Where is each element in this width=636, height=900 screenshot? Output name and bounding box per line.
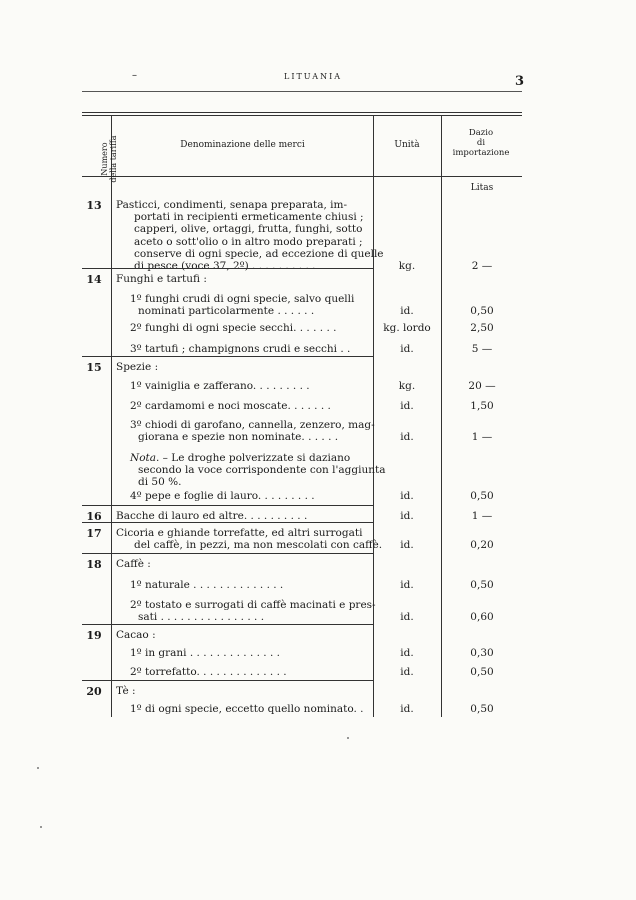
row-number-separator: [82, 680, 111, 681]
page-number: 3: [514, 74, 524, 89]
item-description-line: 2º torrefatto. . . . . . . . . . . . . .: [130, 666, 287, 678]
column-divider-1: [111, 115, 112, 717]
item-duty: 2 —: [471, 260, 493, 272]
row-separator: [111, 356, 373, 357]
tariff-number: 17: [86, 527, 102, 540]
currency-label: Litas: [470, 183, 494, 193]
item-description-line: 1º di ogni specie, eccetto quello nominato. .: [130, 703, 364, 715]
print-speck: [37, 767, 39, 769]
item-description-line: giorana e spezie non nominate. . . . . .: [138, 431, 339, 444]
tariff-number: 19: [86, 629, 102, 642]
item-description-line: 1º vainiglia e zafferano. . . . . . . . .: [130, 380, 310, 392]
item-description-line: 2º tostato e surrogati di caffè macinati e pres-: [130, 599, 376, 611]
item-description-line: 2º cardamomi e noci moscate. . . . . . .: [130, 400, 331, 412]
item-duty: 0,30: [470, 647, 494, 659]
item-description-line: 2º funghi di ogni specie secchi. . . . . . .: [130, 322, 337, 334]
item-description-line: Spezie :: [116, 361, 159, 373]
tariff-number: 15: [86, 361, 102, 374]
item-description-line: Cicoria e ghiande torrefatte, ed altri surrogati: [116, 527, 363, 539]
item-duty: 0,50: [470, 579, 494, 591]
row-number-separator: [82, 356, 111, 357]
item-description-line: 1º funghi crudi di ogni specie, salvo quelli: [130, 293, 355, 305]
item-description-line: di 50 %.: [138, 476, 182, 489]
item-unit: id.: [400, 666, 414, 678]
row-number-separator: [82, 505, 111, 506]
column-divider-3: [441, 115, 442, 717]
item-duty: 0,50: [470, 666, 494, 678]
item-unit: id.: [400, 539, 414, 552]
item-duty: 0,50: [470, 490, 494, 502]
table-header-bottom-rule: [82, 176, 522, 177]
item-unit: id.: [400, 579, 414, 591]
row-number-separator: [82, 553, 111, 554]
table-top-rule-2: [82, 115, 522, 116]
item-description-line: Bacche di lauro ed altre. . . . . . . . . .: [116, 510, 308, 522]
page-header-title: LITUANIA: [284, 72, 343, 81]
item-description-line: sati . . . . . . . . . . . . . . . .: [138, 611, 265, 624]
tariff-number: 20: [86, 685, 102, 698]
row-separator: [111, 268, 373, 269]
item-description-line: capperi, olive, ortaggi, frutta, funghi, sotto: [134, 223, 363, 236]
row-separator: [111, 505, 373, 506]
row-separator: [111, 680, 373, 681]
item-unit: id.: [400, 490, 414, 502]
item-unit: kg.: [398, 260, 416, 272]
column-header-denomination: Denominazione delle merci: [180, 140, 305, 150]
column-divider-2: [373, 115, 374, 717]
row-number-separator: [82, 268, 111, 269]
print-speck: [40, 826, 42, 828]
tariff-number: 14: [86, 273, 102, 286]
item-description-line: nominati particolarmente . . . . . .: [138, 305, 315, 318]
item-description-line: di pesce (voce 37, 2º) . . . . . . . . . .: [134, 260, 316, 272]
item-description-line: aceto o sott'olio o in altro modo preparati ;: [134, 235, 363, 248]
row-separator: [111, 522, 373, 523]
item-description-line: 3º chiodi di garofano, cannella, zenzero, mag-: [130, 419, 375, 431]
tariff-number: 18: [86, 558, 102, 571]
row-separator: [111, 553, 373, 554]
item-description-line: 4º pepe e foglie di lauro. . . . . . . . .: [130, 490, 315, 502]
item-description-line: Nota. – Le droghe polverizzate si daziano: [130, 452, 351, 464]
item-description-line: Funghi e tartufi :: [116, 273, 207, 285]
header-dash: –: [132, 70, 139, 81]
item-unit: id.: [400, 611, 414, 624]
row-separator: [111, 624, 373, 625]
item-duty: 1,50: [470, 400, 494, 412]
item-description-line: del caffè, in pezzi, ma non mescolati con caffè.: [134, 539, 383, 552]
tariff-number: 13: [86, 199, 102, 212]
row-number-separator: [82, 624, 111, 625]
item-duty: 1 —: [471, 510, 493, 522]
item-duty: 1 —: [471, 431, 493, 444]
item-duty: 20 —: [468, 380, 496, 392]
item-duty: 0,50: [470, 703, 494, 715]
item-duty: 0,50: [470, 305, 494, 318]
tariff-number: 16: [86, 510, 102, 523]
header-rule: [82, 91, 522, 92]
item-unit: id.: [400, 400, 414, 412]
item-duty: 0,20: [470, 539, 494, 552]
item-description-line: 3º tartufi ; champignons crudi e secchi . .: [130, 343, 351, 355]
item-unit: id.: [400, 647, 414, 659]
item-unit: id.: [400, 703, 414, 715]
item-unit: kg.: [398, 380, 416, 392]
item-description-line: Cacao :: [116, 629, 156, 641]
item-unit: kg. lordo: [383, 322, 431, 334]
item-unit: id.: [400, 343, 414, 355]
column-header-duty: Dazio di importazione: [452, 128, 510, 158]
item-duty: 2,50: [470, 322, 494, 334]
item-description-line: portati in recipienti ermeticamente chiusi ;: [134, 211, 364, 224]
item-description-line: 1º in grani . . . . . . . . . . . . . .: [130, 647, 280, 659]
column-header-number: Numero della tariffa: [100, 135, 118, 183]
item-description-line: Tè :: [116, 685, 136, 697]
item-unit: id.: [400, 431, 414, 444]
item-description-line: Pasticci, condimenti, senapa preparata, im-: [116, 199, 348, 211]
item-description-line: secondo la voce corrispondente con l'aggiunta: [138, 464, 386, 477]
item-duty: 5 —: [471, 343, 493, 355]
row-number-separator: [82, 522, 111, 523]
note-label: Nota.: [130, 452, 163, 464]
item-description-line: conserve di ogni specie, ad eccezione di quelle: [134, 247, 384, 260]
table-top-rule-1: [82, 112, 522, 113]
item-unit: id.: [400, 510, 414, 522]
item-description-line: Caffè :: [116, 558, 151, 570]
print-speck: [347, 737, 349, 739]
item-duty: 0,60: [470, 611, 494, 624]
item-unit: id.: [400, 305, 414, 318]
column-header-unit: Unità: [394, 140, 420, 150]
item-description-line: 1º naturale . . . . . . . . . . . . . .: [130, 579, 284, 591]
